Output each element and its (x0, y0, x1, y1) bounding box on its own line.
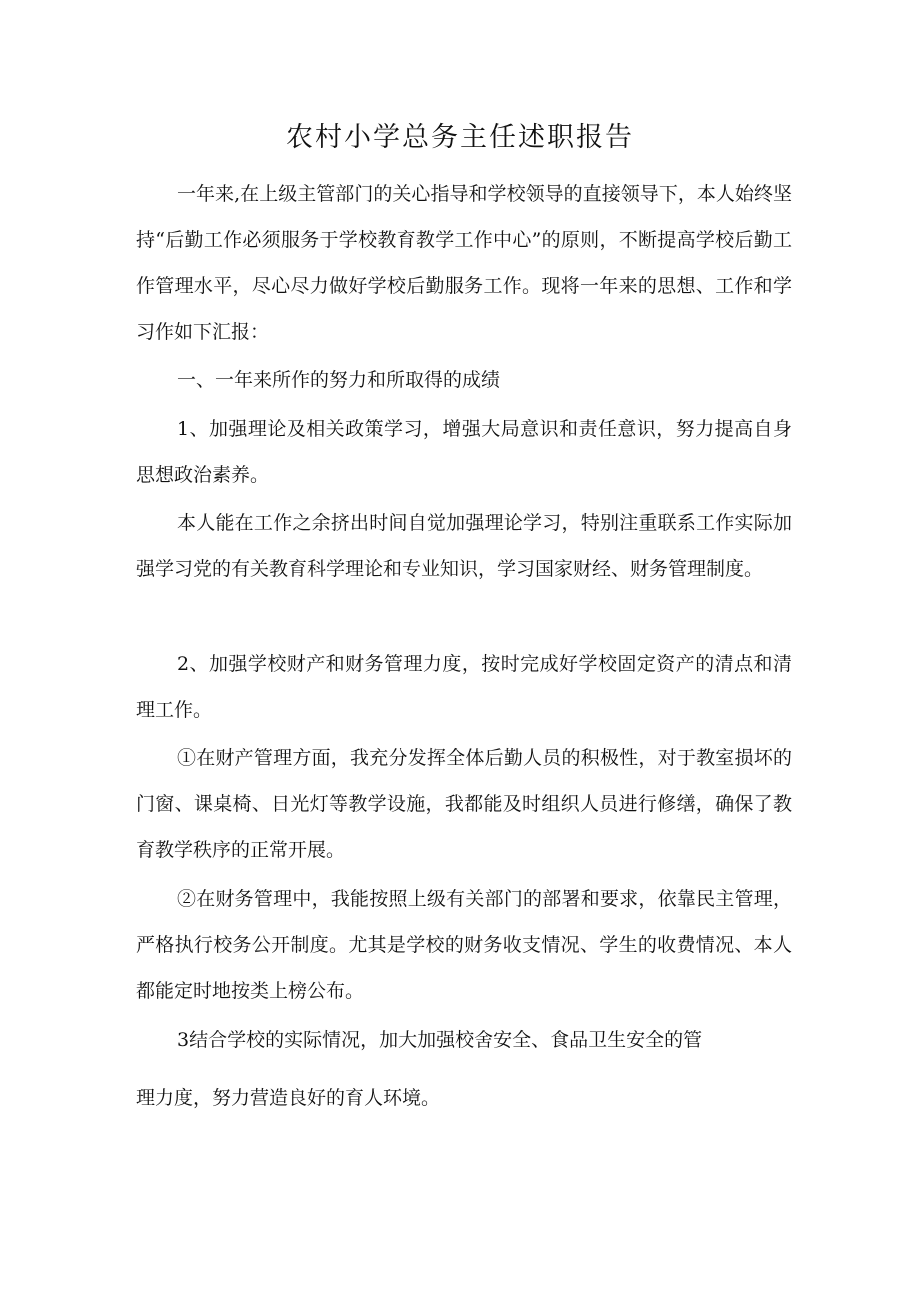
paragraph-item-1: 1、加强理论及相关政策学习，增强大局意识和责任意识，努力提高自身思想政治素养。 (136, 418, 792, 486)
paragraph-theory-study: 本人能在工作之余挤出时间自觉加强理论学习，特别注重联系工作实际加强学习党的有关教育科学理论和专业知识，学习国家财经、财务管理制度。 (136, 512, 792, 580)
paragraph-property-management: ①在财产管理方面，我充分发挥全体后勤人员的积极性，对于教室损坏的门窗、课桌椅、日光灯等教学设施，我都能及时组织人员进行修缮，确保了教育教学秩序的正常开展。 (136, 747, 792, 861)
paragraph-intro: 一年来,在上级主管部门的关心指导和学校领导的直接领导下，本人始终坚持“后勤工作必须服务于学校教育教学工作中心”的原则，不断提高学校后勤工作管理水平，尽心尽力做好学校后勤服务工作。现将一年来的思想、工作和学习作如下汇报： (136, 183, 792, 343)
paragraph-item-3-continued: 理力度，努力营造良好的育人环境。 (136, 1087, 441, 1109)
paragraph-financial-management: ②在财务管理中，我能按照上级有关部门的部署和要求，依靠民主管理，严格执行校务公开制度。尤其是学校的财务收支情况、学生的收费情况、本人都能定时地按类上榜公布。 (136, 888, 792, 1002)
document-title: 农村小学总务主任述职报告 (286, 122, 634, 153)
paragraph-item-3: 3结合学校的实际情况，加大加强校舍安全、食品卫生安全的管 (177, 1029, 703, 1051)
section-heading-achievements: 一、一年来所作的努力和所取得的成绩 (177, 369, 501, 391)
paragraph-item-2: 2、加强学校财产和财务管理力度，按时完成好学校固定资产的清点和清理工作。 (136, 653, 792, 721)
